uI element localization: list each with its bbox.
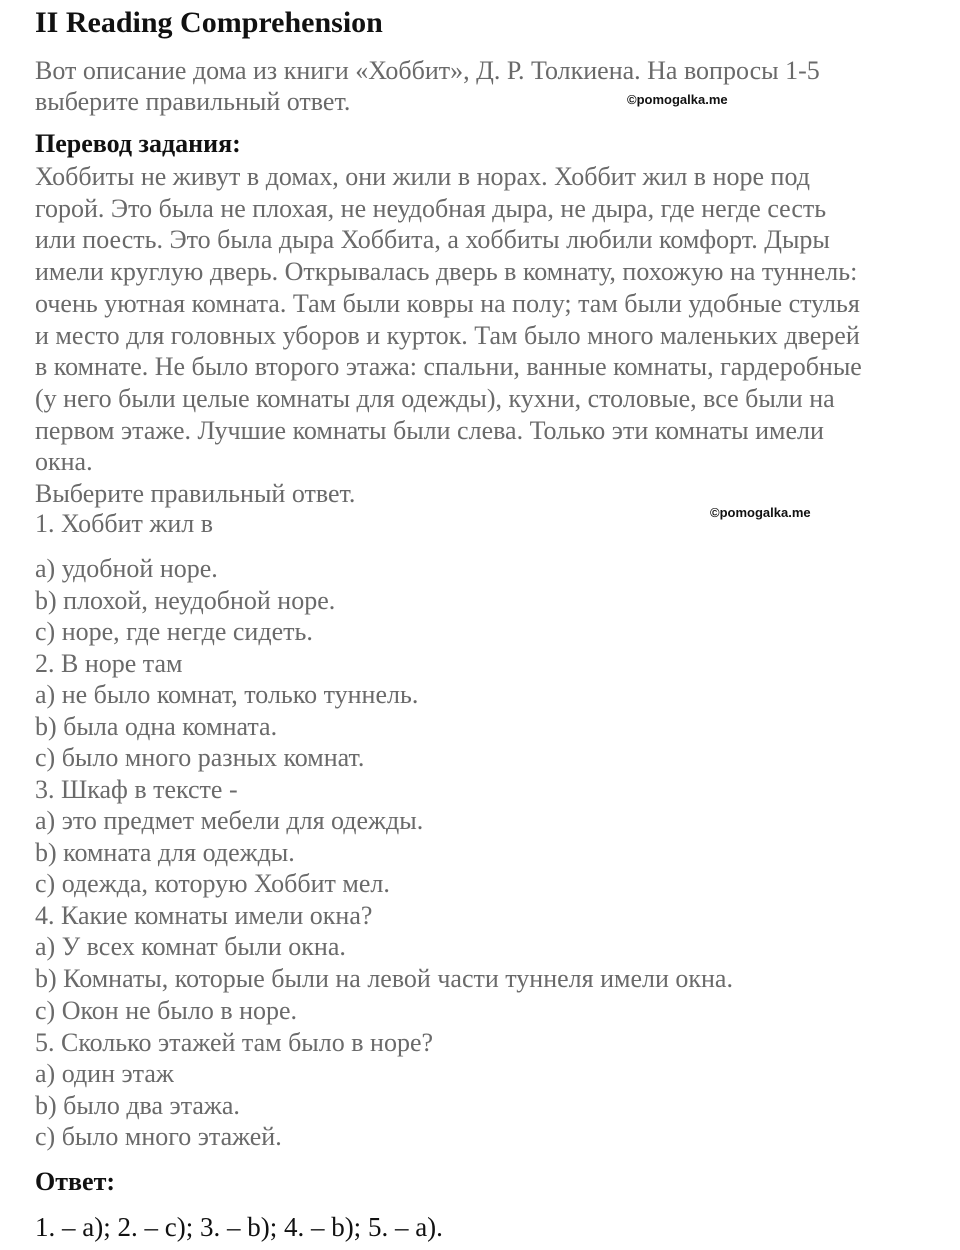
translation-heading: Перевод задания: (35, 129, 241, 158)
translation-line: (у него были целые комнаты для одежды), кухни, столовые, все были на (35, 383, 835, 413)
answer-heading: Ответ: (35, 1167, 116, 1196)
translation-line: Хоббиты не живут в домах, они жили в норах. Хоббит жил в норе под (35, 162, 810, 191)
translation-text (35, 161, 925, 510)
answer-key: 1. – a); 2. – c); 3. – b); 4. – b); 5. – a). (35, 1212, 443, 1242)
question-2-option-c: c) было много разных комнат. (35, 743, 365, 772)
intro-line: Вот описание дома из книги «Хоббит», Д. Р. Толкиена. На вопросы 1-5 (35, 56, 820, 85)
translation-line: Выберите правильный ответ. (35, 479, 356, 509)
question-5-option-c: c) было много этажей. (35, 1122, 282, 1151)
question-3-option-c: c) одежда, которую Хоббит мел. (35, 869, 390, 898)
question-2-option-b: b) была одна комната. (35, 712, 278, 741)
translation-line: окна. (35, 447, 93, 477)
translation-line: первом этаже. Лучшие комнаты были слева. Только эти комнаты имели (35, 415, 824, 445)
question-1: 1. Хоббит жил в (35, 509, 214, 538)
translation-line: в комнате. Не было второго этажа: спальни, ванные комнаты, гардеробные (35, 352, 862, 382)
question-2: 2. В норе там (35, 649, 183, 678)
question-1-option-b: b) плохой, неудобной норе. (35, 586, 336, 615)
question-4-option-a: a) У всех комнат были окна. (35, 932, 346, 961)
page-title: II Reading Comprehension (35, 6, 383, 39)
translation-line: горой. Это была не плохая, не неудобная дыра, не дыра, где негде сесть (35, 193, 827, 223)
question-2-option-a: a) не было комнат, только туннель. (35, 680, 419, 709)
question-1-option-a: a) удобной норе. (35, 554, 218, 583)
task-intro (35, 55, 925, 117)
question-5-option-b: b) было два этажа. (35, 1091, 240, 1120)
question-4-option-c: c) Окон не было в норе. (35, 996, 298, 1025)
question-4-option-b: b) Комнаты, которые были на левой части туннеля имели окна. (35, 964, 733, 993)
translation-line: или поесть. Это была дыра Хоббита, а хоббиты любили комфорт. Дыры (35, 225, 830, 255)
intro-line: выберите правильный ответ. (35, 87, 351, 116)
translation-line: и место для головных уборов и курток. Там было много маленьких дверей (35, 320, 860, 350)
question-5: 5. Сколько этажей там было в норе? (35, 1028, 434, 1057)
question-3-option-b: b) комната для одежды. (35, 838, 295, 867)
translation-line: очень уютная комната. Там были ковры на полу; там были удобные стулья (35, 288, 860, 318)
question-1-option-c: c) норе, где негде сидеть. (35, 617, 313, 646)
translation-line: имели круглую дверь. Открывалась дверь в комнату, похожую на туннель: (35, 257, 858, 287)
watermark: ©pomogalka.me (627, 92, 728, 107)
question-4: 4. Какие комнаты имели окна? (35, 901, 373, 930)
question-5-option-a: a) один этаж (35, 1059, 174, 1088)
question-3-option-a: a) это предмет мебели для одежды. (35, 806, 424, 835)
question-3: 3. Шкаф в тексте - (35, 775, 238, 804)
watermark: ©pomogalka.me (710, 505, 811, 520)
